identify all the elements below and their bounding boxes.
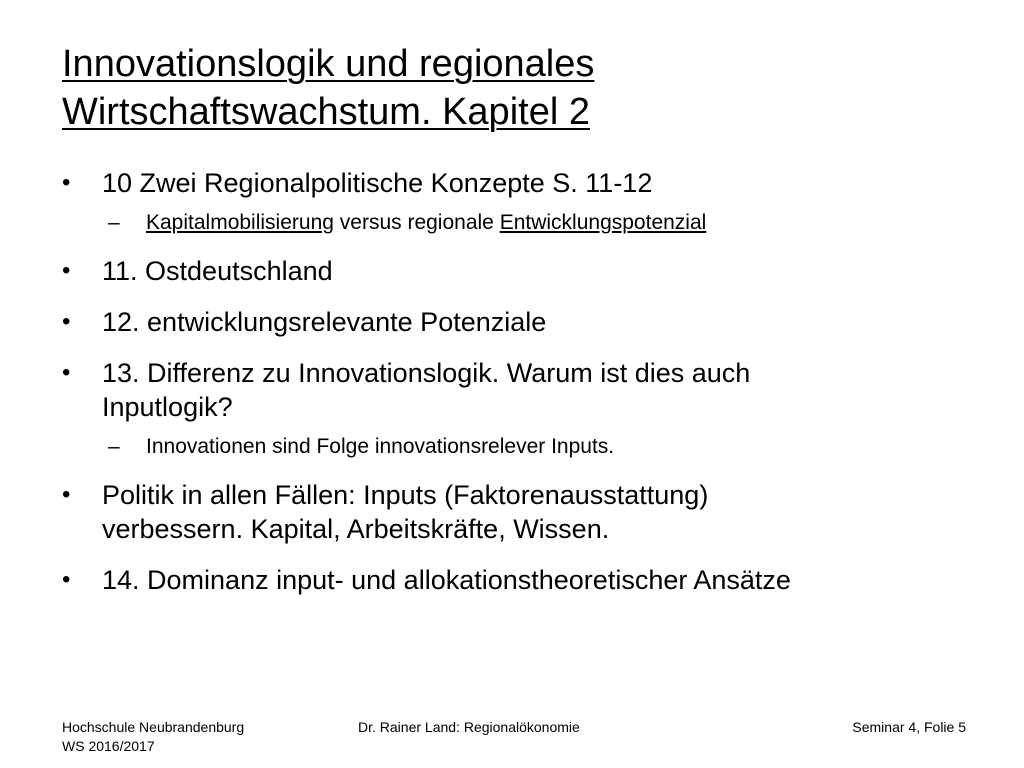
slide-title	[62, 40, 962, 136]
bullet-icon: •	[62, 257, 71, 284]
bullet-text-line-1: Politik in allen Fällen: Inputs (Faktorenausstattung)	[102, 480, 709, 510]
dash-icon: –	[108, 435, 120, 458]
bullet-text: 11. Ostdeutschland	[102, 256, 333, 286]
sub-bullet-text: Innovationen sind Folge innovationsrelever Inputs.	[146, 435, 615, 458]
bullet-item-5	[62, 478, 982, 546]
bullet-item-1	[62, 166, 982, 200]
footer-semester: WS 2016/2017	[62, 738, 155, 754]
bullet-text: 14. Dominanz input- und allokationstheoretischer Ansätze	[102, 565, 791, 595]
sub-bullet-underlined-term-1: Kapitalmobilisierung	[146, 211, 334, 234]
bullet-text-line-2: Inputlogik?	[102, 392, 233, 422]
bullet-icon: •	[62, 169, 71, 196]
bullet-item-4	[62, 356, 982, 424]
sub-bullet-underlined-term-2: Entwicklungspotenzial	[499, 211, 707, 234]
bullet-list	[62, 166, 982, 614]
bullet-item-6	[62, 563, 982, 597]
footer-institution	[62, 718, 244, 756]
bullet-icon: •	[62, 308, 71, 335]
slide-title-line-1: Innovationslogik und regionales	[62, 43, 595, 85]
bullet-text: 12. entwicklungsrelevante Potenziale	[102, 307, 547, 337]
footer-slide-number: Seminar 4, Folie 5	[852, 719, 966, 735]
bullet-item-2	[62, 254, 982, 288]
slide-title-line-2: Wirtschaftswachstum. Kapitel 2	[62, 91, 590, 133]
sub-bullet-connector: versus regionale	[333, 211, 500, 234]
bullet-text-line-2: verbessern. Kapital, Arbeitskräfte, Wissen.	[102, 514, 610, 544]
footer-institution-name: Hochschule Neubrandenburg	[62, 719, 245, 735]
bullet-item-3	[62, 305, 982, 339]
bullet-text: 10 Zwei Regionalpolitische Konzepte S. 11-12	[102, 168, 653, 198]
bullet-icon: •	[62, 359, 71, 386]
footer-author: Dr. Rainer Land: Regionalökonomie	[358, 719, 580, 735]
sub-bullet-item-4	[62, 433, 982, 461]
sub-bullet-item-1	[62, 209, 982, 237]
bullet-icon: •	[62, 481, 71, 508]
bullet-text-line-1: 13. Differenz zu Innovationslogik. Warum ist dies auch	[102, 358, 751, 388]
bullet-icon: •	[62, 566, 71, 593]
dash-icon: –	[108, 211, 120, 234]
